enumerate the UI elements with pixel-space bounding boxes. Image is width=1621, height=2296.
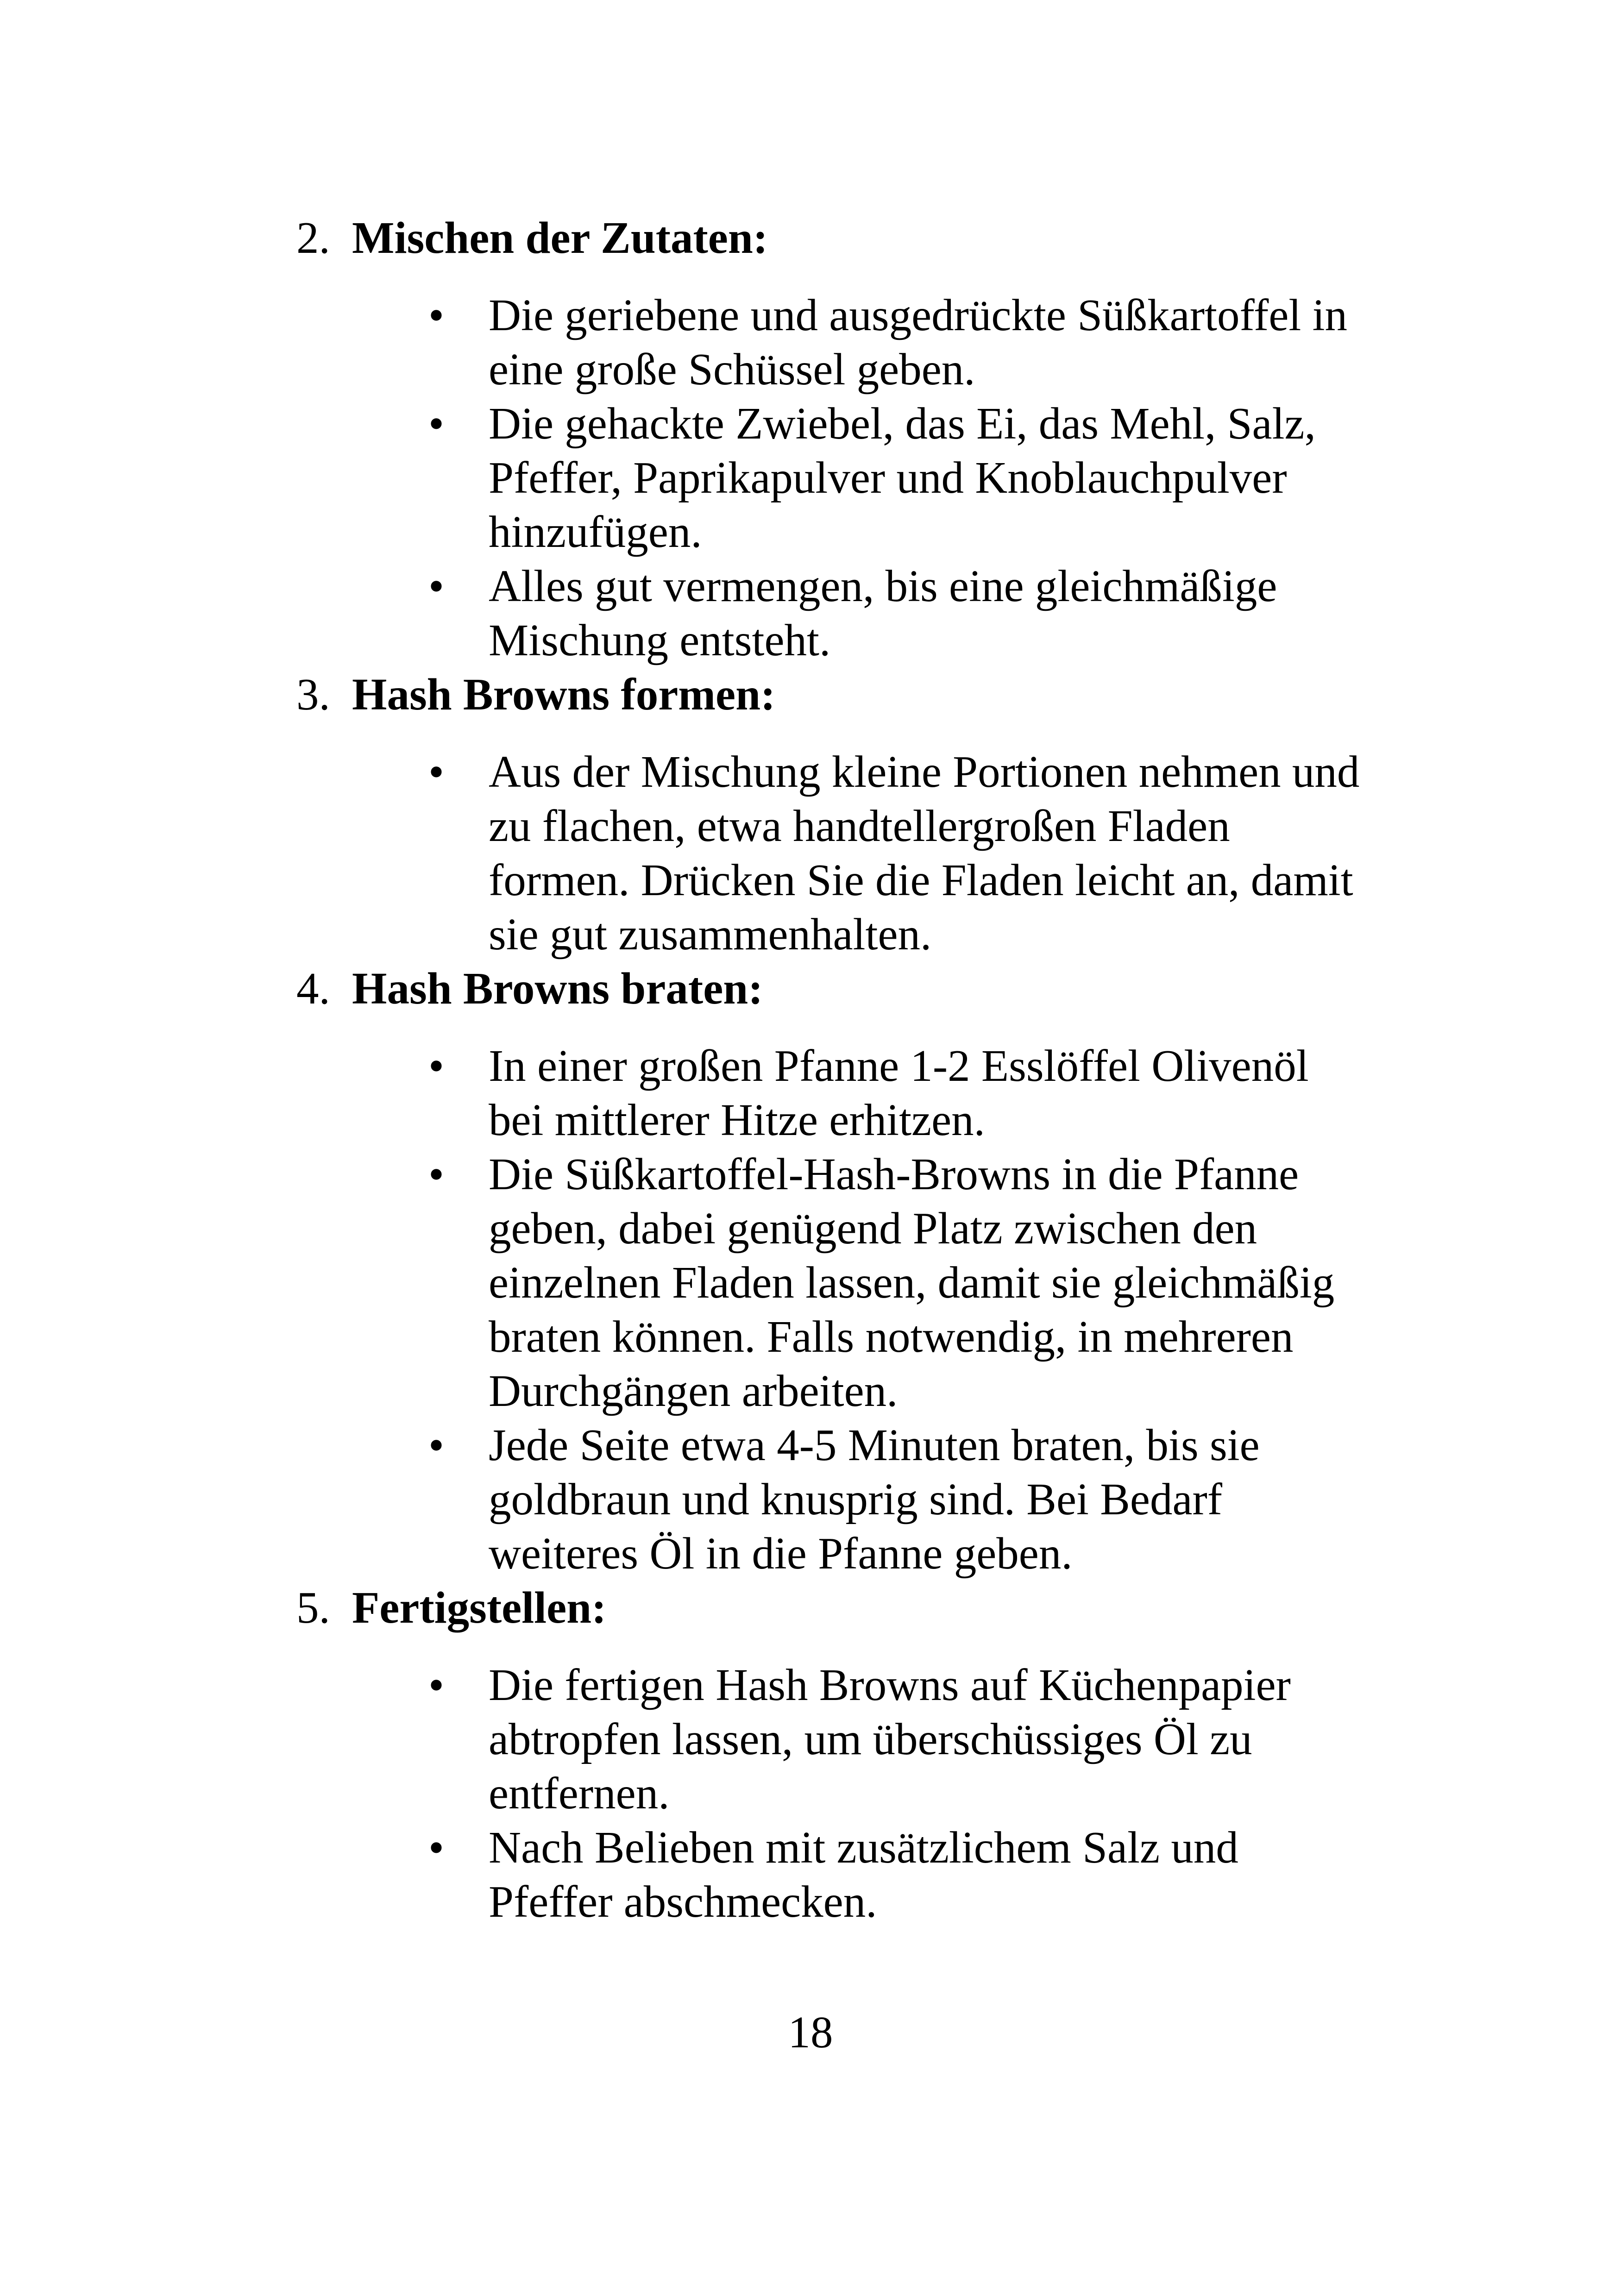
step-number: 5. (296, 1583, 330, 1632)
bullet-item (287, 1147, 1415, 1418)
bullet-icon: • (428, 1149, 444, 1199)
bullet-icon: • (428, 1420, 444, 1470)
bullet-text-line: bei mittlerer Hitze erhitzen. (489, 1095, 985, 1145)
bullet-icon: • (428, 1660, 444, 1710)
bullet-icon: • (428, 561, 444, 611)
step-number: 2. (296, 213, 330, 263)
bullet-text-line: geben, dabei genügend Platz zwischen den (489, 1204, 1257, 1253)
bullet-text-line: Aus der Mischung kleine Portionen nehmen und (489, 747, 1360, 797)
recipe-step (287, 211, 1436, 667)
bullet-text-line: Alles gut vermengen, bis eine gleichmäßige (489, 561, 1277, 611)
bullet-text-line: In einer großen Pfanne 1-2 Esslöffel Olivenöl (489, 1041, 1309, 1091)
bullet-item (287, 1658, 1415, 1820)
bullet-icon: • (428, 1823, 444, 1872)
bullet-text-line: zu flachen, etwa handtellergroßen Fladen (489, 801, 1230, 851)
bullet-icon: • (428, 1041, 444, 1091)
bullet-text-line: Die geriebene und ausgedrückte Süßkartoffel in (489, 290, 1348, 340)
bullet-item (287, 1820, 1415, 1929)
bullet-item (287, 396, 1415, 559)
recipe-step (287, 1581, 1436, 1929)
bullet-item (287, 745, 1415, 961)
bullet-text-line: Jede Seite etwa 4-5 Minuten braten, bis sie (489, 1420, 1260, 1470)
page-number: 18 (788, 2007, 833, 2057)
bullet-text-line: braten können. Falls notwendig, in mehreren (489, 1312, 1294, 1361)
bullet-text-line: abtropfen lassen, um überschüssiges Öl zu (489, 1714, 1252, 1764)
step-title: Hash Browns formen: (352, 670, 776, 719)
bullet-text-line: Die fertigen Hash Browns auf Küchenpapier (489, 1660, 1291, 1710)
bullet-text-line: Nach Belieben mit zusätzlichem Salz und (489, 1823, 1238, 1872)
bullet-text-line: eine große Schüssel geben. (489, 345, 975, 394)
bullet-text-line: weiteres Öl in die Pfanne geben. (489, 1529, 1073, 1578)
bullet-text-line: Durchgängen arbeiten. (489, 1366, 898, 1416)
bullet-text-line: goldbraun und knusprig sind. Bei Bedarf (489, 1474, 1223, 1524)
bullet-text-line: Die gehackte Zwiebel, das Ei, das Mehl, Salz, (489, 399, 1316, 448)
bullet-icon: • (428, 399, 444, 448)
bullet-item (287, 1039, 1415, 1147)
bullet-icon: • (428, 290, 444, 340)
bullet-text-line: formen. Drücken Sie die Fladen leicht an, damit (489, 855, 1353, 905)
step-title: Fertigstellen: (352, 1583, 607, 1632)
step-heading (287, 961, 1436, 1016)
step-number: 3. (296, 670, 330, 719)
bullet-text-line: Die Süßkartoffel-Hash-Browns in die Pfanne (489, 1149, 1299, 1199)
recipe-step (287, 961, 1436, 1581)
step-bullet-list (287, 745, 1436, 961)
step-bullet-list (287, 1658, 1436, 1929)
step-title: Mischen der Zutaten: (352, 213, 768, 263)
bullet-text-line: Mischung entsteht. (489, 615, 831, 665)
bullet-text-line: Pfeffer, Paprikapulver und Knoblauchpulver (489, 453, 1287, 502)
bullet-text-line: Pfeffer abschmecken. (489, 1877, 877, 1926)
step-heading (287, 211, 1436, 265)
step-title: Hash Browns braten: (352, 964, 763, 1013)
bullet-icon: • (428, 747, 444, 797)
bullet-item (287, 1418, 1415, 1581)
bullet-text-line: sie gut zusammenhalten. (489, 910, 932, 959)
step-heading (287, 1581, 1436, 1635)
bullet-item (287, 288, 1415, 396)
step-bullet-list (287, 1039, 1436, 1581)
bullet-text-line: einzelnen Fladen lassen, damit sie gleichmäßig (489, 1258, 1335, 1307)
recipe-steps-list (287, 211, 1436, 1929)
bullet-item (287, 559, 1415, 667)
bullet-text-line: entfernen. (489, 1769, 670, 1818)
step-heading (287, 667, 1436, 721)
recipe-step (287, 667, 1436, 961)
step-bullet-list (287, 288, 1436, 667)
bullet-text-line: hinzufügen. (489, 507, 702, 557)
step-number: 4. (296, 964, 330, 1013)
